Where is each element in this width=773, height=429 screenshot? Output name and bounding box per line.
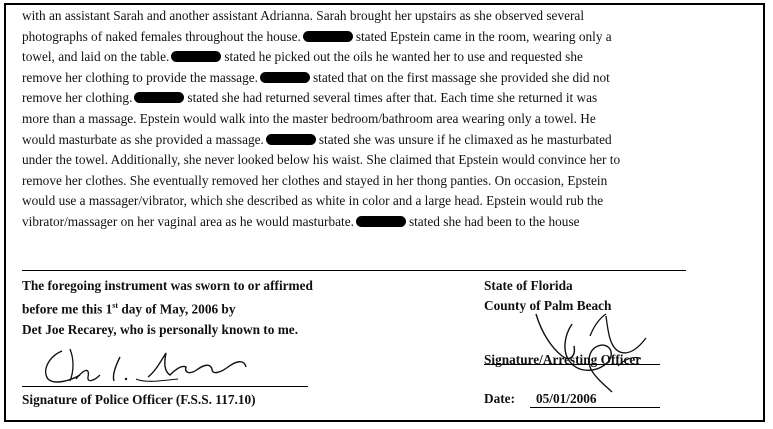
narrative-text-segment: would use a massager/vibrator, which she described as white in color and a large head. Epstein would rub the: [22, 193, 604, 209]
narrative-text-segment: towel, and laid on the table.: [22, 49, 170, 65]
narrative-line: [22, 27, 757, 48]
arresting-signature-caption: Signature/Arresting Officer: [484, 352, 642, 367]
redaction-bar: [171, 51, 221, 62]
narrative-line: [22, 130, 757, 151]
redaction-bar: [134, 92, 184, 103]
narrative-text-segment: with an assistant Sarah and another assistant Adrianna. Sarah brought her upstairs as she observed several: [22, 8, 585, 23]
narrative-line: [22, 88, 757, 109]
arresting-officer-signature: [528, 296, 658, 396]
redaction-bar: [303, 31, 353, 42]
redaction-bar: [260, 72, 310, 83]
narrative-text-segment: stated she was unsure if he climaxed as he masturbated: [318, 131, 612, 147]
narrative-text-segment: would masturbate as she provided a massage.: [22, 131, 264, 147]
oath-line-1: The foregoing instrument was sworn to or affirmed: [22, 278, 313, 293]
narrative-text-segment: vibrator/massager on her vaginal area as he would masturbate.: [22, 213, 354, 229]
officer-signature-caption: Signature of Police Officer (F.S.S. 117.10): [22, 392, 256, 407]
date-value: 05/01/2006: [536, 391, 597, 406]
narrative-text-segment: more than a massage. Epstein would walk into the master bedroom/bathroom area wearing only a towel. He: [22, 110, 596, 126]
officer-signature-line: [22, 386, 308, 387]
narrative-text-segment: stated Epstein came in the room, wearing only a: [355, 28, 612, 44]
date-line: [530, 407, 660, 408]
narrative-line: [22, 47, 757, 68]
narrative-text-segment: under the towel. Additionally, she never looked below his waist. She claimed that Epstein would convince her to: [22, 152, 621, 168]
narrative-line: [22, 109, 757, 130]
narrative-line: [22, 150, 757, 171]
narrative-text-segment: remove her clothing.: [22, 90, 133, 106]
venue-county: County of Palm Beach: [484, 298, 612, 314]
narrative-text-segment: remove her clothes. She eventually removed her clothes and stayed in her thong panties. On occasion, Epstein: [22, 172, 608, 188]
section-divider: [22, 270, 686, 271]
narrative-text-segment: stated she had been to the house: [408, 213, 580, 229]
narrative-line: [22, 212, 757, 233]
narrative-line: [22, 68, 757, 89]
narrative-text-segment: remove her clothing to provide the massage.: [22, 69, 258, 85]
redaction-bar: [266, 134, 316, 145]
oath-statement: [22, 276, 313, 341]
date-label: Date:: [484, 391, 516, 406]
narrative-text-segment: stated that on the first massage she provided she did not: [312, 69, 610, 85]
venue-state: State of Florida: [484, 278, 573, 293]
narrative-text-segment: photographs of naked females throughout the house.: [22, 28, 301, 44]
oath-line-3: Det Joe Recarey, who is personally known to me.: [22, 322, 299, 338]
narrative-line: [22, 191, 757, 212]
oath-line-2: before me this 1st day of May, 2006 by: [22, 301, 236, 317]
police-officer-signature: [40, 345, 280, 390]
redaction-bar: [356, 216, 406, 227]
narrative-line: [22, 171, 757, 192]
narrative-text-segment: stated she had returned several times after that. Each time she returned it was: [187, 90, 598, 106]
narrative-line: [22, 6, 757, 27]
narrative-text-segment: stated he picked out the oils he wanted her to use and requested she: [224, 49, 583, 65]
narrative-text: [22, 6, 757, 233]
